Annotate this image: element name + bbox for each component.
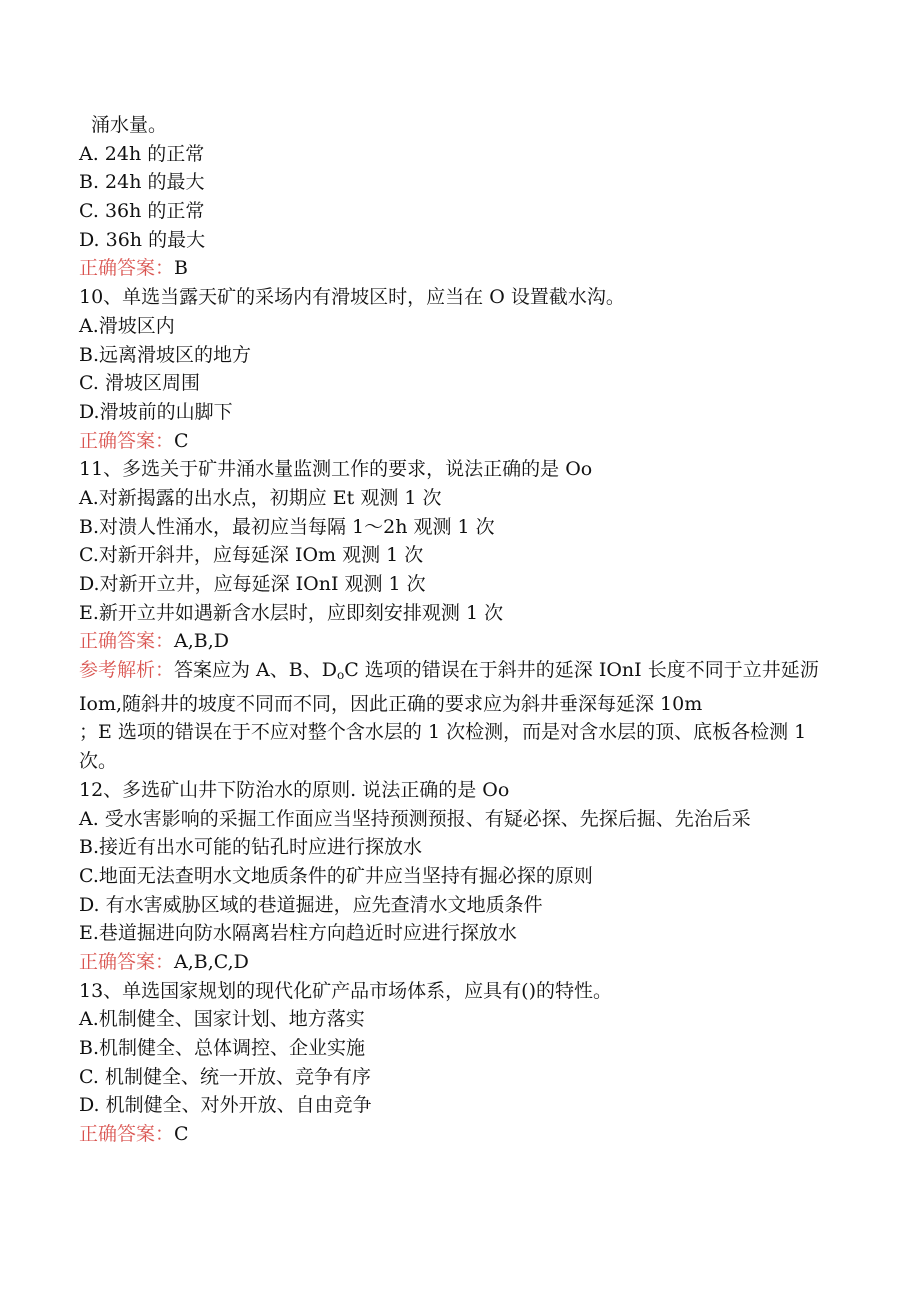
q11-option-c: C.对新开斜井，应每延深 IOm 观测 1 次 <box>79 544 424 567</box>
q10-option-d: D.滑坡前的山脚下 <box>79 400 233 423</box>
q12-stem: 12、多选矿山井下防治水的原则. 说法正确的是 Oo <box>79 778 510 801</box>
q12-option-a: A. 受水害影响的采掘工作面应当坚持预测预报、有疑必探、先探后掘、先治后采 <box>79 807 751 830</box>
q11-analysis-part2: C 选项的错误在于斜井的延深 IOnI 长度不同于立井延沥 Iom,随斜井的坡度不同而不同，因此正确的要求应为斜井垂深每延深 10m <box>79 659 819 715</box>
q13-option-a: A.机制健全、国家计划、地方落实 <box>79 1008 365 1031</box>
q10-stem: 10、单选当露天矿的采场内有滑坡区时，应当在 O 设置截水沟。 <box>79 286 625 309</box>
q11-analysis-part1: 答案应为 A、B、D <box>174 659 337 682</box>
q11-analysis-label: 参考解析： <box>79 659 175 682</box>
q9-answer-value: B <box>174 257 188 280</box>
q13-option-c: C. 机制健全、统一开放、竞争有序 <box>79 1065 371 1088</box>
q9-option-b: B. 24h 的最大 <box>79 171 205 194</box>
q9-answer-label: 正确答案： <box>79 257 175 280</box>
q13-answer-value: C <box>174 1123 189 1146</box>
q13-stem: 13、单选国家规划的现代化矿产品市场体系，应具有()的特性。 <box>79 979 613 1002</box>
q11-option-a: A.对新揭露的出水点，初期应 Et 观测 1 次 <box>79 486 442 509</box>
q11-analysis <box>79 656 839 718</box>
q11-option-e: E.新开立井如遇新含水层时，应即刻安排观测 1 次 <box>79 601 504 624</box>
q12-option-d: D. 有水害威胁区域的巷道掘进，应先查清水文地质条件 <box>79 893 543 916</box>
q9-option-d: D. 36h 的最大 <box>79 228 206 251</box>
q12-option-b: B.接近有出水可能的钻孔时应进行探放水 <box>79 836 423 859</box>
q9-answer <box>79 254 839 283</box>
q11-answer-label: 正确答案： <box>79 630 175 653</box>
q10-option-b: B.远离滑坡区的地方 <box>79 343 252 366</box>
q11-answer <box>79 627 839 656</box>
q11-stem: 11、多选关于矿井涌水量监测工作的要求，说法正确的是 Oo <box>79 458 593 481</box>
q10-answer-value: C <box>174 429 189 452</box>
q12-answer-label: 正确答案： <box>79 951 175 974</box>
q13-answer <box>79 1120 839 1149</box>
question-list <box>79 111 839 1149</box>
q9-option-c: C. 36h 的正常 <box>79 200 205 223</box>
q9-stem-continuation: 涌水量。 <box>91 114 168 136</box>
q11-answer-value: A,B,D <box>174 630 230 653</box>
q12-answer <box>79 948 839 977</box>
q11-analysis-line3: ；E 选项的错误在于不应对整个含水层的 1 次检测，而是对含水层的顶、底板各检测 1 次。 <box>79 721 807 773</box>
q9-option-a: A. 24h 的正常 <box>79 142 205 165</box>
q11-option-b: B.对溃人性涌水，最初应当每隔 1～2h 观测 1 次 <box>79 515 495 538</box>
q11-analysis-subscript: o <box>336 668 345 683</box>
q13-option-b: B.机制健全、总体调控、企业实施 <box>79 1037 366 1060</box>
q12-option-e: E.巷道掘进向防水隔离岩柱方向趋近时应进行探放水 <box>79 922 517 945</box>
q13-option-d: D. 机制健全、对外开放、自由竞争 <box>79 1094 372 1117</box>
q10-answer <box>79 427 839 456</box>
q10-option-c: C. 滑坡区周围 <box>79 372 200 395</box>
q13-answer-label: 正确答案： <box>79 1123 175 1146</box>
q10-answer-label: 正确答案： <box>79 429 175 452</box>
q12-answer-value: A,B,C,D <box>174 951 249 974</box>
q11-option-d: D.对新开立井，应每延深 IOnI 观测 1 次 <box>79 573 426 595</box>
q10-option-a: A.滑坡区内 <box>79 314 175 337</box>
q12-option-c: C.地面无法查明水文地质条件的矿井应当坚持有掘必探的原则 <box>79 864 593 887</box>
